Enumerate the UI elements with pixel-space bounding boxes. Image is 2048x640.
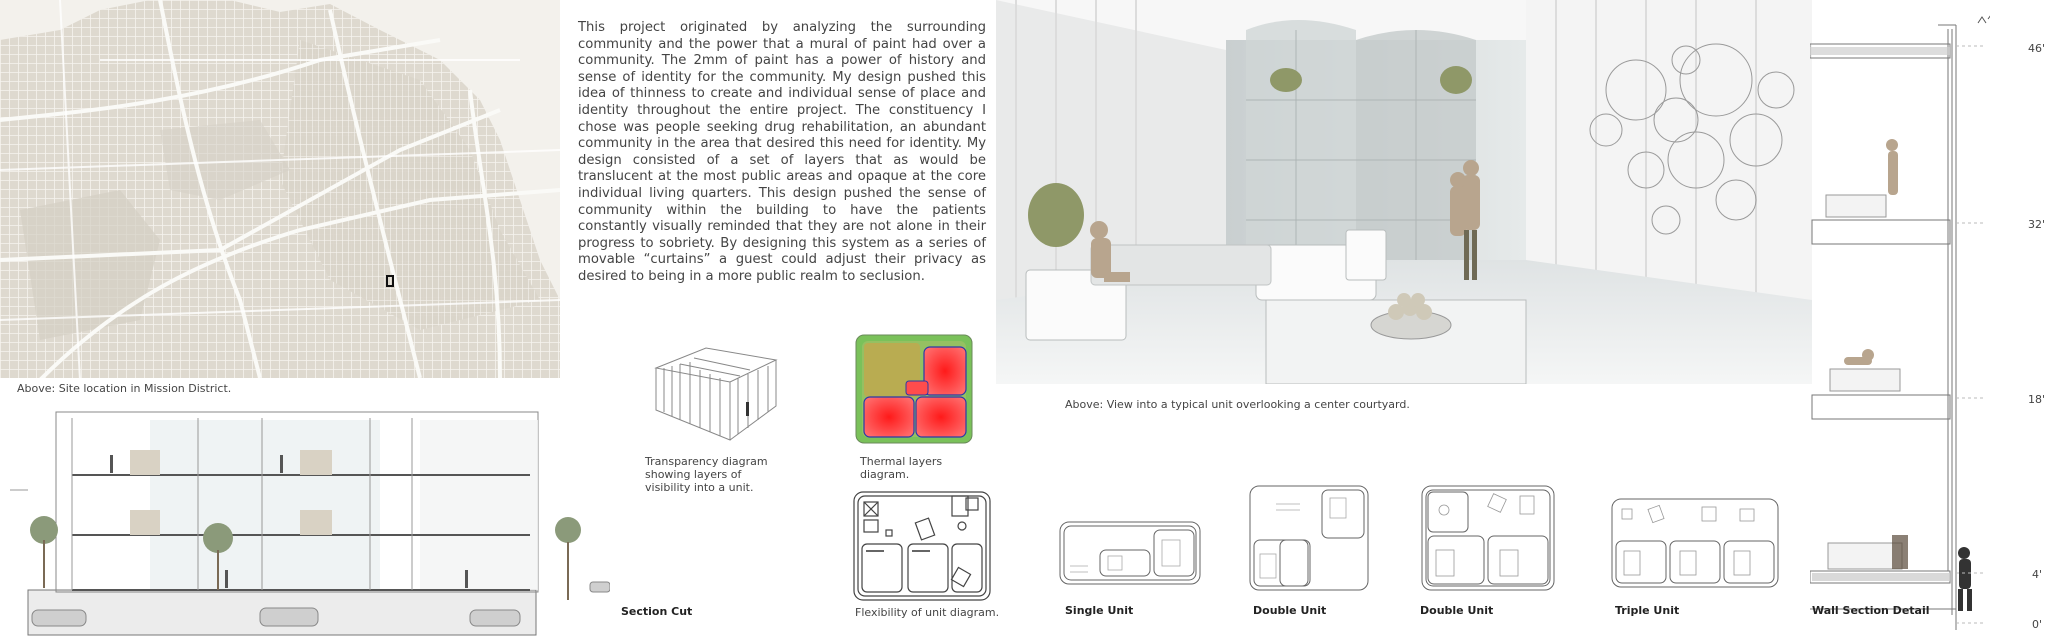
level-18: 18': [2028, 393, 2046, 406]
unit-plan-triple: [1610, 497, 1780, 589]
level-4: 4': [2032, 568, 2043, 581]
wall-section-detail: [1810, 15, 1990, 630]
flexibility-caption: Flexibility of unit diagram.: [855, 606, 1000, 619]
level-46: 46': [2028, 42, 2046, 55]
wall-section-label: Wall Section Detail: [1812, 604, 1930, 617]
unit-label-double-b: Double Unit: [1420, 604, 1494, 617]
unit-label-triple: Triple Unit: [1615, 604, 1680, 617]
thermal-diagram: [854, 333, 974, 445]
unit-plan-double-b: [1420, 484, 1556, 592]
project-description: This project originated by analyzing the surrounding community and the power that a mural of paint had over a community. The 2mm of paint has a power of history and sense of identity for the community. My design pushed this idea of thinness to create and individual sense of place and identity throughout the entire project. The constituency I chose was people seeking drug rehabilitation, an abundant community in the area that desired this need for identity. My design consisted of a set of layers that as would be translucent at the most public areas and opaque at the core individual living quarters. This design pushed the sense of community within the building to have the patients constantly visually reminded that they are not alone in their progress to sobriety. By designing this system as a series of movable “curtains” a guest could adjust their privacy as desired to being in a more public realm to seclusion.: [578, 20, 986, 284]
level-0: 0': [2032, 618, 2043, 631]
thermal-caption: Thermal layers diagram.: [860, 455, 943, 481]
unit-label-double-a: Double Unit: [1253, 604, 1327, 617]
flexibility-diagram: [852, 490, 992, 602]
transparency-caption: Transparency diagram showing layers of visibility into a unit.: [645, 455, 768, 494]
unit-label-single: Single Unit: [1065, 604, 1134, 617]
unit-plan-double-a: [1248, 484, 1370, 592]
site-caption: Above: Site location in Mission District.: [17, 382, 232, 395]
section-cut-drawing: [10, 410, 610, 640]
level-32: 32': [2028, 218, 2046, 231]
site-map: [0, 0, 560, 378]
interior-render: [996, 0, 1812, 384]
view-caption: Above: View into a typical unit overlooking a center courtyard.: [1065, 398, 1410, 411]
section-cut-label: Section Cut: [621, 605, 693, 618]
unit-plan-single: [1058, 520, 1202, 586]
transparency-diagram: [650, 340, 782, 452]
